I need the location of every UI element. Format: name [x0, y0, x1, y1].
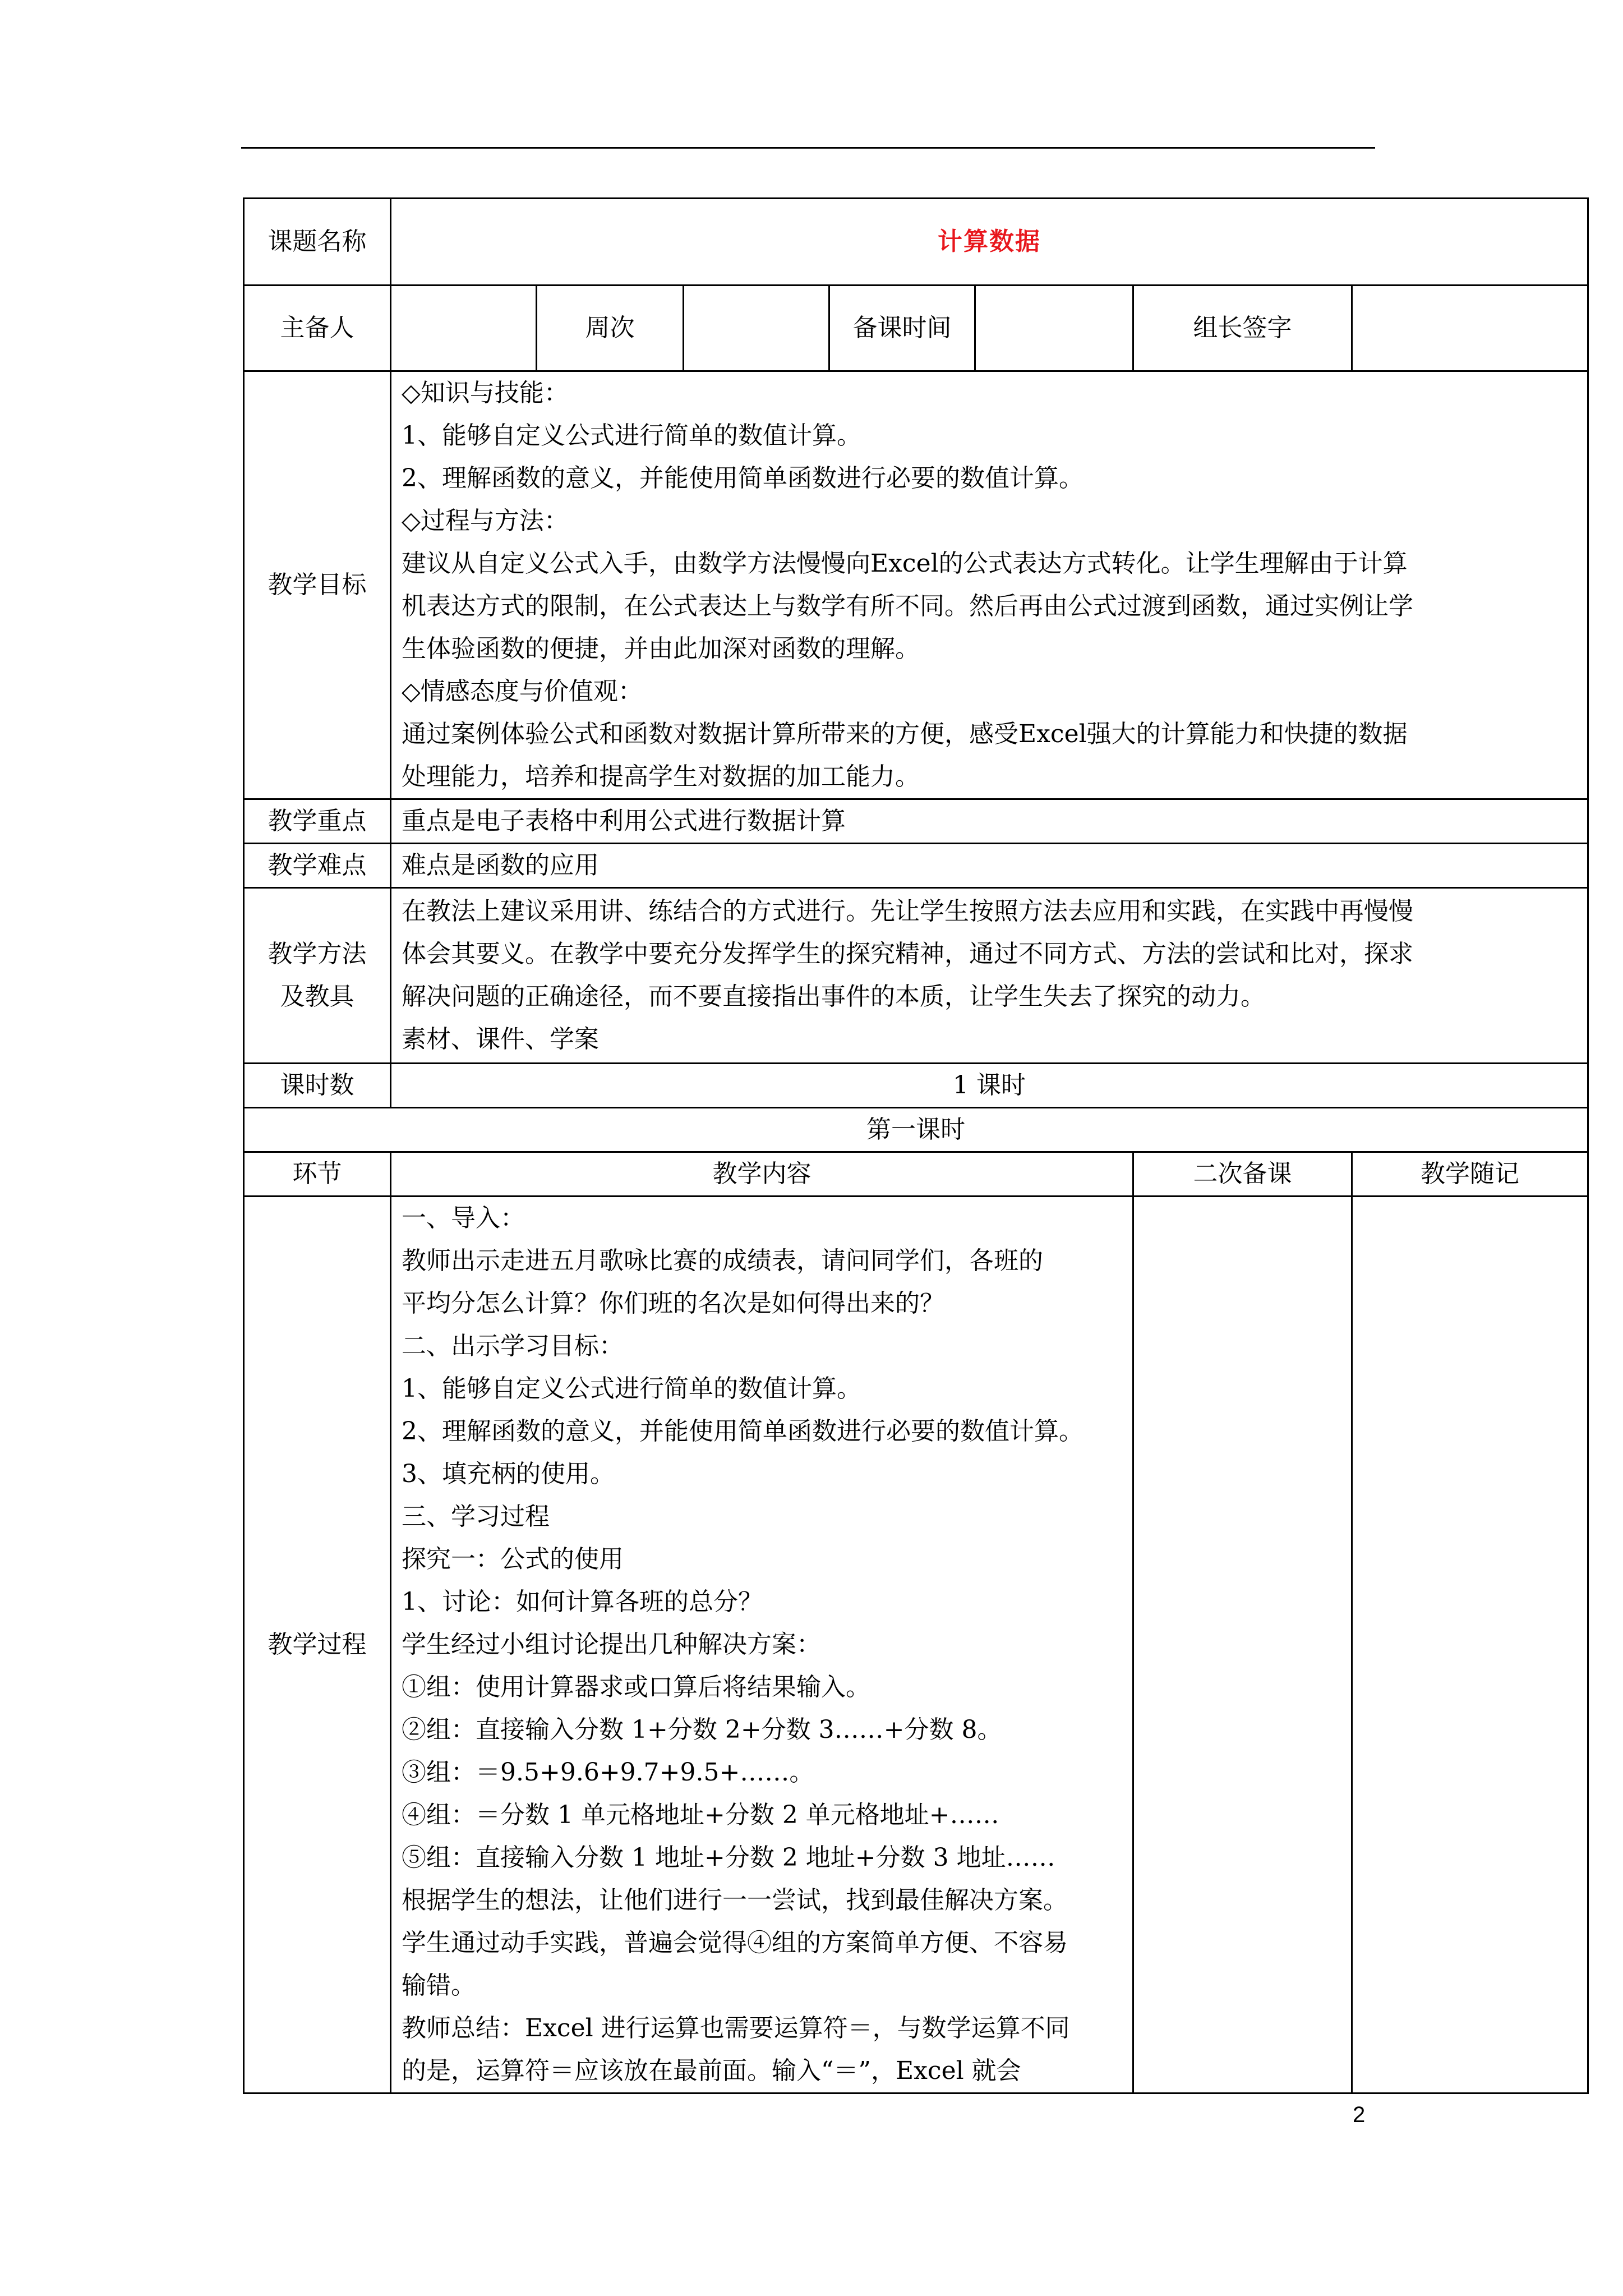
hours-row: [244, 1064, 1588, 1108]
prep-time-value: [975, 286, 1133, 371]
difficulty-label: 教学难点: [244, 844, 391, 888]
hours-label: 课时数: [244, 1064, 391, 1108]
process-line: 学生经过小组讨论提出几种解决方案：: [402, 1630, 821, 1659]
process-line: 1、讨论：如何计算各班的总分？: [402, 1588, 763, 1616]
process-line: 根据学生的想法，让他们进行一一尝试，找到最佳解决方案。: [402, 1886, 1068, 1915]
process-line: 2、理解函数的意义，并能使用简单函数进行必要的数值计算。: [402, 1417, 1083, 1446]
second-prep-cell: [1133, 1197, 1352, 2093]
objectives-line: 建议从自定义公式入手，由数学方法慢慢向Excel的公式表达方式转化。让学生理解由于计算: [402, 549, 1408, 578]
key-point-label: 教学重点: [244, 799, 391, 844]
methods-label: [244, 888, 391, 1064]
objectives-line: 处理能力，培养和提高学生对数据的加工能力。: [402, 762, 920, 791]
page-number: 2: [1353, 2102, 1366, 2127]
process-line: 学生通过动手实践，普遍会觉得④组的方案简单方便、不容易: [402, 1929, 1068, 1957]
process-line: ⑤组：直接输入分数 1 地址+分数 2 地址+分数 3 地址……: [402, 1843, 1055, 1872]
process-line: 一、导入：: [402, 1204, 525, 1232]
stage-header: 环节: [244, 1152, 391, 1197]
methods-label-line1: 教学方法: [268, 940, 367, 968]
process-row: [244, 1197, 1588, 2093]
methods-line: 素材、课件、学案: [402, 1025, 599, 1053]
process-line: 教师总结：Excel 进行运算也需要运算符＝，与数学运算不同: [402, 2014, 1070, 2042]
leader-sign-label: 组长签字: [1133, 286, 1352, 371]
objectives-line: 生体验函数的便捷，并由此加深对函数的理解。: [402, 634, 920, 663]
process-line: 三、学习过程: [402, 1502, 550, 1531]
lesson-title: 计算数据: [391, 199, 1588, 286]
methods-content: [391, 888, 1588, 1064]
objectives-line: 机表达方式的限制，在公式表达上与数学有所不同。然后再由公式过渡到函数，通过实例让学: [402, 592, 1413, 620]
objectives-line: ◇过程与方法：: [402, 507, 569, 535]
process-line: 1、能够自定义公式进行简单的数值计算。: [402, 1374, 861, 1403]
topic-label: 课题名称: [244, 199, 391, 286]
info-row: [244, 286, 1588, 371]
notes-cell: [1352, 1197, 1588, 2093]
objectives-content: [391, 371, 1588, 799]
content-header: 教学内容: [391, 1152, 1133, 1197]
process-line: ②组：直接输入分数 1+分数 2+分数 3……+分数 8。: [402, 1715, 1002, 1744]
difficulty-row: [244, 844, 1588, 888]
process-line: 二、出示学习目标：: [402, 1332, 624, 1360]
objectives-line: ◇知识与技能：: [402, 379, 569, 407]
objectives-row: [244, 371, 1588, 799]
week-value: [684, 286, 829, 371]
hours-value: 1 课时: [391, 1064, 1588, 1108]
process-line: 3、填充柄的使用。: [402, 1460, 615, 1488]
process-line: 平均分怎么计算？你们班的名次是如何得出来的？: [402, 1289, 944, 1318]
process-header-row: [244, 1152, 1588, 1197]
objectives-label: 教学目标: [244, 371, 391, 799]
prep-time-label: 备课时间: [829, 286, 975, 371]
process-label: 教学过程: [244, 1197, 391, 2093]
methods-line: 解决问题的正确途径，而不要直接指出事件的本质，让学生失去了探究的动力。: [402, 982, 1265, 1011]
process-line: ③组：＝9.5+9.6+9.7+9.5+……。: [402, 1758, 814, 1787]
objectives-line: 2、理解函数的意义，并能使用简单函数进行必要的数值计算。: [402, 464, 1083, 493]
objectives-line: ◇情感态度与价值观：: [402, 677, 643, 706]
methods-line: 体会其要义。在教学中要充分发挥学生的探究精神，通过不同方式、方法的尝试和比对，探求: [402, 940, 1413, 968]
difficulty-text: 难点是函数的应用: [391, 844, 1588, 888]
key-point-row: [244, 799, 1588, 844]
second-prep-header: 二次备课: [1133, 1152, 1352, 1197]
process-line: 教师出示走进五月歌咏比赛的成绩表，请问同学们，各班的: [402, 1246, 1043, 1275]
process-line: ①组：使用计算器求或口算后将结果输入。: [402, 1673, 870, 1701]
preparer-label: 主备人: [244, 286, 391, 371]
objectives-line: 通过案例体验公式和函数对数据计算所带来的方便，感受Excel强大的计算能力和快捷的数据: [402, 720, 1408, 748]
session-header: 第一课时: [244, 1108, 1588, 1152]
week-label: 周次: [537, 286, 684, 371]
title-row: [244, 199, 1588, 286]
objectives-line: 1、能够自定义公式进行简单的数值计算。: [402, 421, 861, 450]
session-header-row: [244, 1108, 1588, 1152]
process-line: 输错。: [402, 1971, 476, 2000]
leader-sign-value: [1352, 286, 1588, 371]
process-content: [391, 1197, 1133, 2093]
process-line: ④组：＝分数 1 单元格地址+分数 2 单元格地址+……: [402, 1801, 999, 1829]
header-rule: [241, 147, 1375, 149]
methods-line: 在教法上建议采用讲、练结合的方式进行。先让学生按照方法去应用和实践，在实践中再慢慢: [402, 897, 1413, 926]
methods-row: [244, 888, 1588, 1064]
key-point-text: 重点是电子表格中利用公式进行数据计算: [391, 799, 1588, 844]
process-line: 的是，运算符＝应该放在最前面。输入“＝”，Excel 就会: [402, 2056, 1021, 2085]
lesson-plan-table: [243, 197, 1589, 2094]
preparer-value: [391, 286, 537, 371]
methods-label-line2: 及教具: [280, 982, 354, 1011]
notes-header: 教学随记: [1352, 1152, 1588, 1197]
process-line: 探究一：公式的使用: [402, 1545, 624, 1573]
